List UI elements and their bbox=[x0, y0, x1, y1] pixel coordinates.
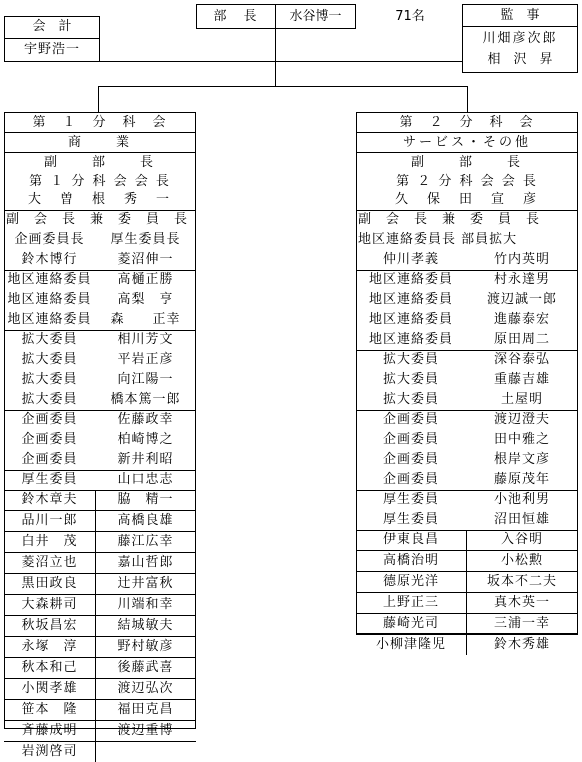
committee2-row-role: 厚生委員 bbox=[382, 512, 439, 527]
committee1-member-right: 野村敏彦 bbox=[117, 639, 174, 654]
committee1-sector: 商 業 bbox=[67, 135, 132, 150]
committee1-row-name: 新井利昭 bbox=[117, 452, 174, 467]
committee1-row-role: 企画委員長 bbox=[14, 232, 85, 247]
committee1-row-role: 拡大委員 bbox=[21, 332, 78, 347]
committee2-row-role: 地区連絡委員 bbox=[368, 292, 453, 307]
auditor-name-1: 川畑彦次郎 bbox=[482, 31, 558, 46]
member-count: 71名 bbox=[395, 9, 425, 24]
committee1-member-right: 後藤武喜 bbox=[117, 660, 174, 675]
committee1-row-name: 高梨 亨 bbox=[117, 292, 174, 307]
committee2-member-right: 鈴木秀雄 bbox=[493, 637, 550, 652]
committee2-row-role: 地区連絡委員 bbox=[368, 332, 453, 347]
committee1-row-name: 平岩正彦 bbox=[117, 352, 174, 367]
auditor-title: 監 事 bbox=[500, 8, 540, 23]
committee1-member-left: 秋本和己 bbox=[21, 660, 78, 675]
committee1-row-name: 森 正幸 bbox=[110, 312, 181, 327]
committee1-row-role: 拡大委員 bbox=[21, 352, 78, 367]
treasurer-title: 会 計 bbox=[32, 19, 72, 34]
committee2-row-full: 地区連絡委員長 部員拡大 bbox=[358, 232, 518, 247]
committee1-row-role: 拡大委員 bbox=[21, 372, 78, 387]
committee1-member-right: 藤江広幸 bbox=[117, 534, 174, 549]
connector-left-drop bbox=[98, 86, 99, 112]
committee1-row-role: 企画委員 bbox=[21, 432, 78, 447]
committee1-member-left: 笹本 隆 bbox=[21, 702, 78, 717]
committee2-row-name: 村永達男 bbox=[493, 272, 550, 287]
committee1-member-right: 川端和幸 bbox=[117, 597, 174, 612]
committee2-row-role: 地区連絡委員 bbox=[368, 312, 453, 327]
committee1-chair-title: 第 １ 分 科 会 会 長 bbox=[29, 174, 171, 189]
committee1-member-right: 高橋良雄 bbox=[117, 513, 174, 528]
committee1-member-left: 大森耕司 bbox=[21, 597, 78, 612]
committee2-member-left: 高橋治明 bbox=[382, 553, 439, 568]
committee2-row-role: 企画委員 bbox=[382, 472, 439, 487]
committee2-title: 第 ２ 分 科 会 bbox=[399, 115, 535, 130]
committee2-row-role: 地区連絡委員 bbox=[368, 272, 453, 287]
committee2-member-left: 伊東良昌 bbox=[382, 532, 439, 547]
committee1-row-role: 厚生委員 bbox=[21, 472, 78, 487]
director-title: 部 長 bbox=[213, 9, 259, 24]
committee2-row-name: 進藤泰宏 bbox=[493, 312, 550, 327]
connector-auditor bbox=[276, 61, 462, 62]
committee2-row-full: 副 会 長 兼 委 員 長 bbox=[358, 212, 541, 227]
committee1-member-right: 福田克昌 bbox=[117, 702, 174, 717]
committee2-row-name: 原田周二 bbox=[493, 332, 550, 347]
committee1-member-vline bbox=[95, 490, 96, 762]
committee2-row-name: 藤原茂年 bbox=[493, 472, 550, 487]
committee2-row-role: 拡大委員 bbox=[382, 372, 439, 387]
committee2-sector: サービス・その他 bbox=[402, 135, 531, 150]
committee2-member-vline bbox=[466, 530, 467, 655]
committee2-row-role: 拡大委員 bbox=[382, 392, 439, 407]
committee2-chair-title: 第 ２ 分 科 会 会 長 bbox=[396, 174, 538, 189]
committee1-chair-name: 大 曽 根 秀 一 bbox=[27, 192, 172, 207]
committee1-row-full: 副 会 長 兼 委 員 長 bbox=[6, 212, 189, 227]
committee1-member-left: 黒田政良 bbox=[21, 576, 78, 591]
committee2-row-name: 沼田恒雄 bbox=[493, 512, 550, 527]
committee2-member-right: 坂本不二夫 bbox=[486, 574, 557, 589]
committee1-member-left: 鈴木章夫 bbox=[21, 492, 78, 507]
committee2-row-name: 田中雅之 bbox=[493, 432, 550, 447]
committee1-member-right: 嘉山哲郎 bbox=[117, 555, 174, 570]
committee1-row-name: 橋本篤一郎 bbox=[110, 392, 181, 407]
committee2-row-name: 渡辺誠一郎 bbox=[486, 292, 557, 307]
committee1-member-left: 斉藤成明 bbox=[21, 723, 78, 738]
committee2-member-right: 真木英一 bbox=[493, 595, 550, 610]
committee1-title: 第 １ 分 科 会 bbox=[32, 115, 168, 130]
connector-treasurer bbox=[100, 61, 275, 62]
connector-right-drop bbox=[467, 86, 468, 112]
committee1-member-left: 菱沼立也 bbox=[21, 555, 78, 570]
committee1-row-name: 高樋正勝 bbox=[117, 272, 174, 287]
committee2-row-name: 土屋明 bbox=[500, 392, 543, 407]
committee1-row-role: 鈴木博行 bbox=[21, 252, 78, 267]
auditor-name-2: 相 沢 昇 bbox=[487, 52, 553, 67]
committee1-member-left: 秋坂昌宏 bbox=[21, 618, 78, 633]
committee1-member-right: 脇 精一 bbox=[117, 492, 174, 507]
committee2-row-name: 根岸文彦 bbox=[493, 452, 550, 467]
committee1-row-role: 地区連絡委員 bbox=[7, 272, 92, 287]
connector-main-vertical bbox=[275, 29, 276, 86]
committee1-member-right: 結城敏夫 bbox=[117, 618, 174, 633]
committee2-member-right: 小松勲 bbox=[500, 553, 543, 568]
connector-horizontal bbox=[98, 86, 468, 87]
committee2-member-left: 德原光洋 bbox=[382, 574, 439, 589]
committee2-row-role: 仲川孝義 bbox=[382, 252, 439, 267]
committee2-row-role: 企画委員 bbox=[382, 412, 439, 427]
committee1-row-role: 拡大委員 bbox=[21, 392, 78, 407]
committee2-row-name: 深谷泰弘 bbox=[493, 352, 550, 367]
committee2-row-name: 重藤吉雄 bbox=[493, 372, 550, 387]
committee1-row-name: 菱沼伸一 bbox=[117, 252, 174, 267]
committee1-row-name: 佐藤政幸 bbox=[117, 412, 174, 427]
committee2-row-role: 企画委員 bbox=[382, 452, 439, 467]
committee1-row-name: 向江陽一 bbox=[117, 372, 174, 387]
committee1-member-left: 品川一郎 bbox=[21, 513, 78, 528]
committee2-member-left: 小柳津隆児 bbox=[375, 637, 446, 652]
committee2-row-role: 拡大委員 bbox=[382, 352, 439, 367]
committee1-member-left: 岩渕啓司 bbox=[21, 744, 78, 759]
committee2-row-name: 渡辺澄夫 bbox=[493, 412, 550, 427]
committee2-chair-name: 久 保 田 宣 彦 bbox=[394, 192, 539, 207]
committee2-member-right: 入谷明 bbox=[500, 532, 543, 547]
committee2-row-role: 厚生委員 bbox=[382, 492, 439, 507]
committee2-member-left: 上野正三 bbox=[382, 595, 439, 610]
committee2-member-right: 三浦一幸 bbox=[493, 616, 550, 631]
auditor-divider bbox=[462, 26, 578, 27]
committee1-member-right: 辻井富秋 bbox=[117, 576, 174, 591]
committee1-member-right: 渡辺弘次 bbox=[117, 681, 174, 696]
treasurer-name: 宇野浩一 bbox=[23, 42, 80, 57]
committee1-member-right: 渡辺重博 bbox=[117, 723, 174, 738]
committee2-row-name: 小池利男 bbox=[493, 492, 550, 507]
committee1-row-name: 相川芳文 bbox=[117, 332, 174, 347]
committee1-row-name: 厚生委員長 bbox=[110, 232, 181, 247]
committee1-row-role: 地区連絡委員 bbox=[7, 292, 92, 307]
committee1-row-role: 企画委員 bbox=[21, 412, 78, 427]
committee1-row-name: 山口忠志 bbox=[117, 472, 174, 487]
committee2-row-role: 企画委員 bbox=[382, 432, 439, 447]
committee1-member-left: 白井 茂 bbox=[21, 534, 78, 549]
director-name: 水谷博一 bbox=[289, 9, 342, 24]
committee1-row-role: 企画委員 bbox=[21, 452, 78, 467]
committee1-vice-title: 副 部 長 bbox=[43, 155, 156, 170]
committee1-member-left: 小関孝雄 bbox=[21, 681, 78, 696]
committee2-member-left: 藤崎光司 bbox=[382, 616, 439, 631]
committee1-member-left: 永塚 淳 bbox=[21, 639, 78, 654]
committee2-row-name: 竹内英明 bbox=[493, 252, 550, 267]
committee2-vice-title: 副 部 長 bbox=[410, 155, 523, 170]
committee1-row-name: 柏崎博之 bbox=[117, 432, 174, 447]
treasurer-divider bbox=[4, 38, 100, 39]
committee1-row-role: 地区連絡委員 bbox=[7, 312, 92, 327]
